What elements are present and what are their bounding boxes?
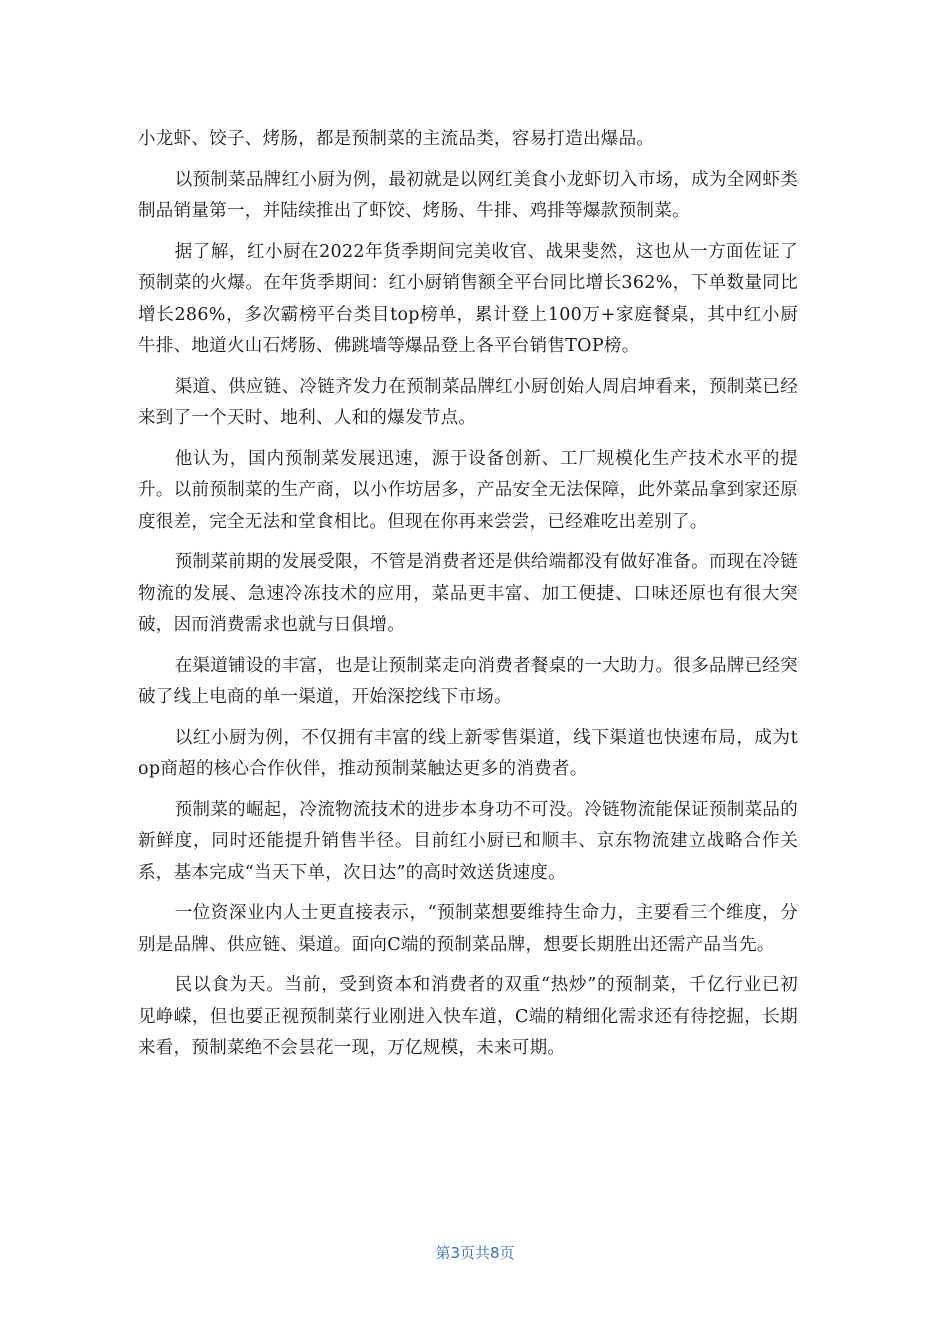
paragraph-7: 在渠道铺设的丰富，也是让预制菜走向消费者餐桌的一大助力。很多品牌已经突破了线上电商的单一渠道，开始深挖线下市场。 xyxy=(138,655,798,707)
paragraph-10: 一位资深业内人士更直接表示，“预制菜想要维持生命力，主要看三个维度，分别是品牌、供应链、渠道。面向C端的预制菜品牌，想要长期胜出还需产品当先。 xyxy=(138,903,798,955)
paragraph-1: 小龙虾、饺子、烤肠，都是预制菜的主流品类，容易打造出爆品。 xyxy=(138,129,655,149)
paragraph-3: 据了解，红小厨在2022年货季期间完美收官、战果斐然，这也从一方面佐证了预制菜的火爆。在年货季期间：红小厨销售额全平台同比增长362%，下单数量同比增长286%，多次霸榜平台类目top榜单，累计登上100万+家庭餐桌，其中红小厨牛排、地道火山石烤肠、佛跳墙等爆品登上各平台销售TOP榜。 xyxy=(138,241,798,356)
page-number: 第3页共8页 xyxy=(435,1244,515,1262)
article-body xyxy=(138,124,798,1065)
paragraph-9: 预制菜的崛起，冷流物流技术的进步本身功不可没。冷链物流能保证预制菜品的新鲜度，同时还能提升销售半径。目前红小厨已和顺丰、京东物流建立战略合作关系，基本完成“当天下单，次日达”的高时效送货速度。 xyxy=(138,799,798,883)
paragraph-2: 以预制菜品牌红小厨为例，最初就是以网红美食小龙虾切入市场，成为全网虾类制品销量第一，并陆续推出了虾饺、烤肠、牛排、鸡排等爆款预制菜。 xyxy=(138,169,798,221)
paragraph-5: 他认为，国内预制菜发展迅速，源于设备创新、工厂规模化生产技术水平的提升。以前预制菜的生产商，以小作坊居多，产品安全无法保障，此外菜品拿到家还原度很差，完全无法和堂食相比。但现在你再来尝尝，已经难吃出差别了。 xyxy=(138,448,798,532)
paragraph-6: 预制菜前期的发展受限，不管是消费者还是供给端都没有做好准备。而现在冷链物流的发展、急速冷冻技术的应用，菜品更丰富、加工便捷、口味还原也有很大突破，因而消费需求也就与日俱增。 xyxy=(138,552,798,635)
paragraph-8: 以红小厨为例，不仅拥有丰富的线上新零售渠道，线下渠道也快速布局，成为top商超的核心合作伙伴，推动预制菜触达更多的消费者。 xyxy=(138,727,798,779)
paragraph-11: 民以食为天。当前，受到资本和消费者的双重“热炒”的预制菜，千亿行业已初见峥嵘，但也要正视预制菜行业刚进入快车道，C端的精细化需求还有待挖掘，长期来看，预制菜绝不会昙花一现，万亿规模，未来可期。 xyxy=(138,975,798,1058)
paragraph-4: 渠道、供应链、冷链齐发力在预制菜品牌红小厨创始人周启坤看来，预制菜已经来到了一个天时、地利、人和的爆发节点。 xyxy=(138,376,798,428)
